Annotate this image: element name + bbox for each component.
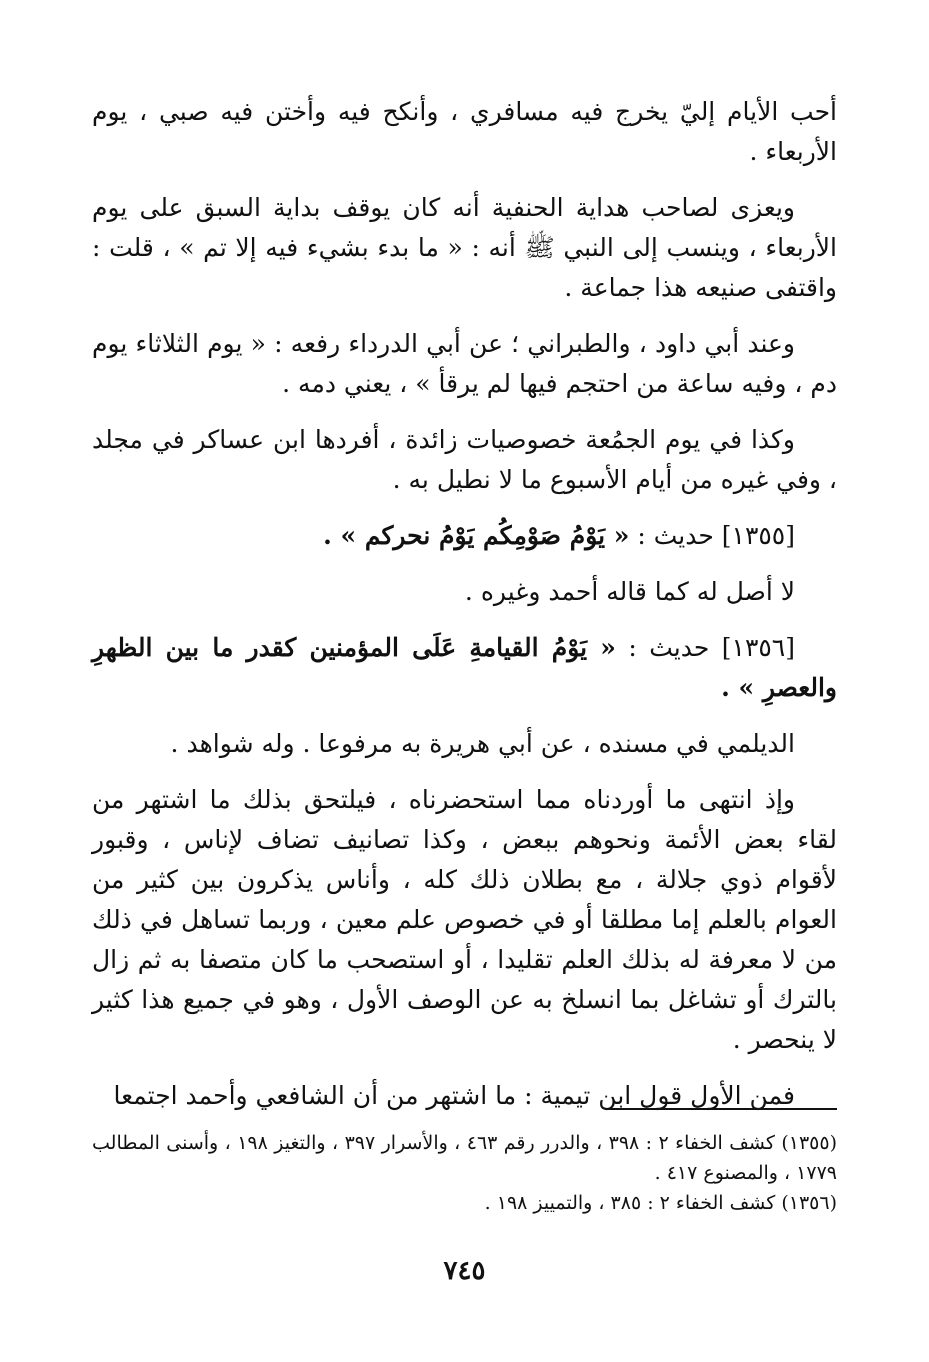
comment-1355: لا أصل له كما قاله أحمد وغيره . <box>464 577 795 606</box>
footnote-divider <box>607 1108 837 1110</box>
hadith-1356-text: « يَوْمُ القيامةِ عَلَى المؤمنين كقدر ما بين الظهرِ والعصرِ » . <box>92 633 837 702</box>
comment-1356: الديلمي في مسنده ، عن أبي هريرة به مرفوعا . وله شواهد . <box>170 729 795 758</box>
footnote-1356: (١٣٥٦) كشف الخفاء ٢ : ٣٨٥ ، والتمييز ١٩٨ . <box>484 1192 837 1214</box>
footnotes <box>92 1128 837 1218</box>
footnote-1355: (١٣٥٥) كشف الخفاء ٢ : ٣٩٨ ، والدرر رقم ٤٦٣ ، والأسرار ٣٩٧ ، والتغيز ١٩٨ ، وأسنى المطالب ١٧٧٩ ، والمصنوع ٤١٧ . <box>92 1132 837 1184</box>
hadith-1356 <box>92 628 837 708</box>
hadith-1355-label: [١٣٥٥] حديث : <box>637 521 795 550</box>
paragraph-ending: وإذ انتهى ما أوردناه مما استحضرناه ، فيلتحق بذلك ما اشتهر من لقاء بعض الأئمة ونحوهم ببعض ، وكذا تصانيف تضاف لإناس ، وقبور لأقوام ذوي جلالة ، مع بطلان ذلك كله ، وأناس يذكرون بين كثير من العوام بالعلم إما مطلقا أو في خصوص علم معين ، وربما تساهل في ذلك من لا معرفة له بذلك العلم تقليدا ، أو استصحب ما كان متصفا به ثم زال بالترك أو تشاغل بما انسلخ به عن الوصف الأول ، وهو في جميع هذا كثير لا ينحصر . <box>92 785 837 1054</box>
paragraph-last: فمن الأول قول ابن تيمية : ما اشتهر من أن الشافعي وأحمد اجتمعا <box>113 1081 795 1110</box>
main-text <box>92 92 837 1132</box>
paragraph-3: وعند أبي داود ، والطبراني ؛ عن أبي الدرداء رفعه : « يوم الثلاثاء يوم دم ، وفيه ساعة من احتجم فيها لم يرقأ » ، يعني دمه . <box>92 329 837 398</box>
hadith-1355 <box>92 516 837 556</box>
paragraph-1: أحب الأيام إليّ يخرج فيه مسافري ، وأنكح فيه وأختن فيه صبي ، يوم الأربعاء . <box>92 97 837 166</box>
paragraph-4: وكذا في يوم الجمُعة خصوصيات زائدة ، أفردها ابن عساكر في مجلد ، وفي غيره من أيام الأسبوع ما لا نطيل به . <box>92 425 837 494</box>
paragraph-2: ويعزى لصاحب هداية الحنفية أنه كان يوقف بداية السبق على يوم الأربعاء ، وينسب إلى النبي ﷺ أنه : « ما بدء بشيء فيه إلا تم » ، قلت : واقتفى صنيعه هذا جماعة . <box>92 193 837 302</box>
hadith-1355-text: « يَوْمُ صَوْمِكُم يَوْمُ نحركم » . <box>323 521 630 550</box>
page-number: ٧٤٥ <box>443 1256 486 1286</box>
hadith-1356-label: [١٣٥٦] حديث : <box>628 633 795 662</box>
